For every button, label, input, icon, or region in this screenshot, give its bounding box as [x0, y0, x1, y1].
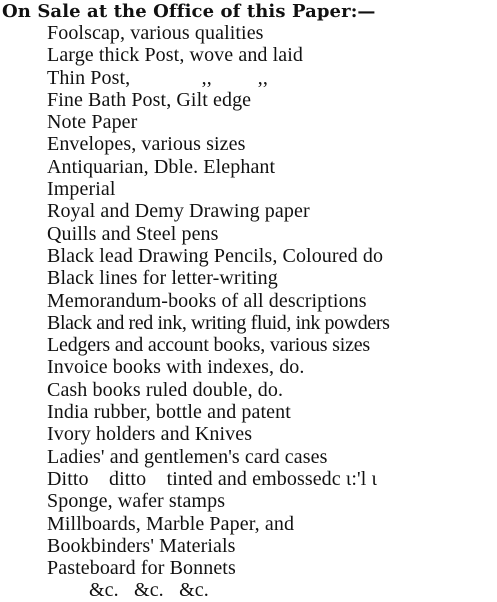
list-item: Foolscap, various qualities	[47, 22, 264, 44]
list-item: Bookbinders' Materials	[47, 534, 236, 557]
item-list	[47, 22, 390, 602]
list-item: India rubber, bottle and patent	[47, 401, 291, 424]
list-item: Ladies' and gentlemen's card cases	[47, 445, 328, 468]
list-item: Memorandum-books of all descriptions	[47, 289, 367, 312]
closing-etc: &c. &c. &c.	[89, 579, 209, 602]
list-item: Black lines for letter-writing	[47, 267, 278, 290]
list-item: Pasteboard for Bonnets	[47, 557, 236, 580]
list-item: Cash books ruled double, do.	[47, 378, 284, 401]
list-item: Large thick Post, wove and laid	[47, 44, 304, 67]
list-item: Note Paper	[47, 111, 138, 134]
list-item: Antiquarian, Dble. Elephant	[47, 155, 276, 178]
list-item: Sponge, wafer stamps	[47, 490, 226, 513]
advertisement-heading: On Sale at the Office of this Paper:—	[2, 1, 376, 22]
list-item: Black and red ink, writing fluid, ink powders	[47, 311, 390, 334]
list-item: Quills and Steel pens	[47, 222, 219, 245]
list-item: Black lead Drawing Pencils, Coloured do	[47, 244, 384, 267]
list-item: Invoice books with indexes, do.	[47, 356, 305, 379]
list-item: Envelopes, various sizes	[47, 133, 246, 156]
list-item: Ditto ditto tinted and embossedc ι:'l ι	[47, 467, 377, 490]
list-item: Fine Bath Post, Gilt edge	[47, 88, 252, 111]
list-item: Ledgers and account books, various sizes	[47, 334, 371, 357]
list-item: Imperial	[47, 178, 116, 201]
list-item: Thin Post, ,, ,,	[47, 66, 268, 89]
list-item: Royal and Demy Drawing paper	[47, 200, 310, 223]
list-item: Ivory holders and Knives	[47, 423, 253, 446]
list-item: Millboards, Marble Paper, and	[47, 512, 295, 535]
